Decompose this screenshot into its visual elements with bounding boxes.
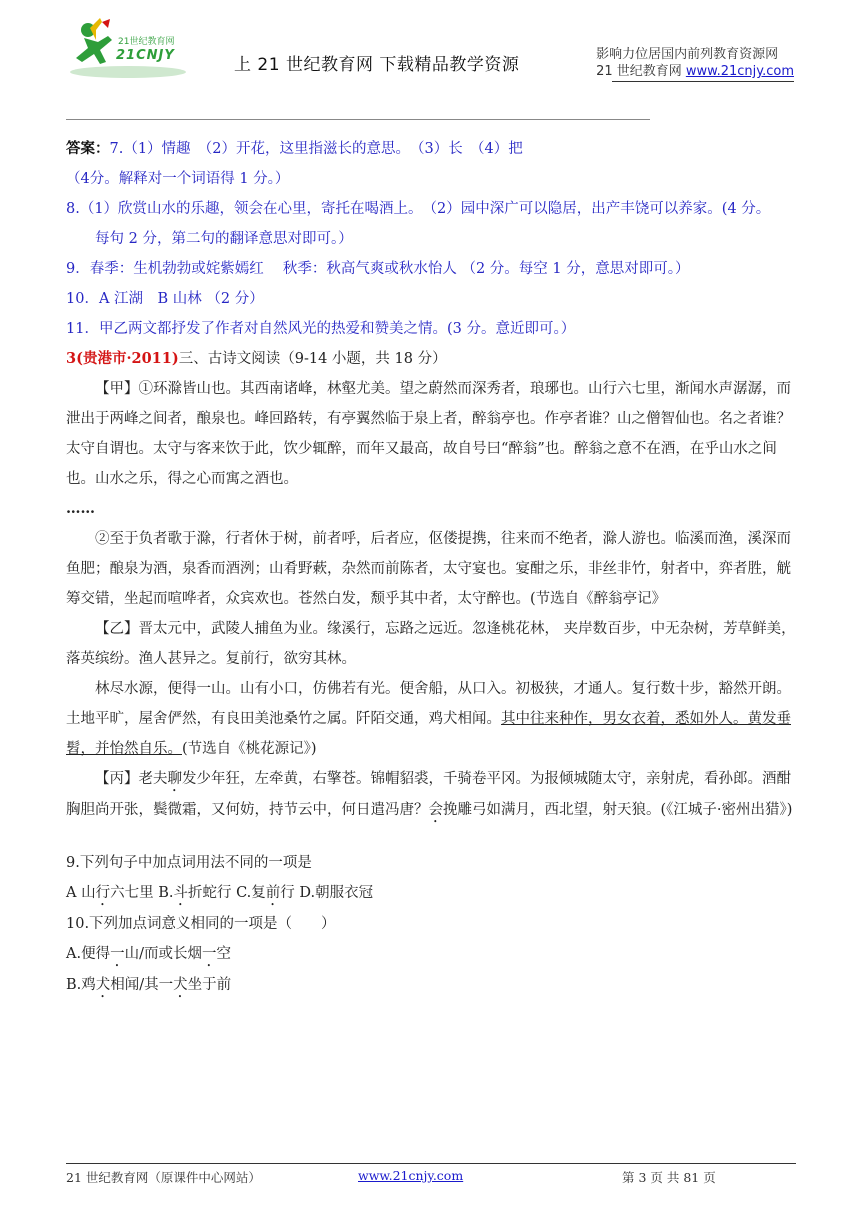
passage-yi-text-2: 林尽水源，便得一山。山有小口，仿佛若有光。便舍船，从口入。初极狭，才通人。复行数十步，豁然开朗。土地平旷，屋舍俨然，有良田美池桑竹之属。阡陌交通，鸡犬相闻。 — [66, 681, 791, 727]
q10-b-mid: 相闻/其一 — [110, 977, 174, 993]
passage-bing — [66, 764, 796, 826]
header-site-line — [596, 63, 794, 80]
answer-8-line2: 每句 2 分，第二句的翻译意思对即可。） — [95, 231, 353, 247]
q9-option-d: D.朝服衣冠 — [299, 885, 374, 901]
dotted-word: 犬 — [95, 977, 111, 993]
question-10-option-a — [66, 939, 796, 970]
q10-a-post: 空 — [216, 946, 231, 962]
spacer — [66, 826, 796, 848]
question-9-title: 9.下列句子中加点词用法不同的一项是 — [66, 855, 312, 871]
passage-bing-t1: 老夫 — [138, 771, 168, 787]
dotted-word: 犬 — [173, 977, 188, 993]
header-right — [596, 46, 794, 80]
site-logo[interactable] — [66, 16, 196, 86]
logo-text-top: 21世纪教育网 — [118, 37, 175, 47]
q9-option-b-rest: 折蛇行 — [187, 885, 237, 901]
passage-jia-text-1: ①环滁皆山也。其西南诸峰，林壑尤美。望之蔚然而深秀者，琅琊也。山行六七里，渐闻水声潺潺，而泄出于两峰之间者，酿泉也。峰回路转，有亭翼然临于泉上者，醉翁亭也。作亭者谁？山之僧智仙也。名之者谁？太守自谓也。太守与客来饮于此，饮少辄醉，而年又最高，故自号曰“醉翁”也。醉翁之意不在酒，在乎山水之间也。山水之乐，得之心而寓之酒也。 — [66, 381, 791, 487]
dotted-word: 斗 — [173, 885, 188, 901]
question-9-options — [66, 878, 796, 909]
section-heading — [66, 344, 796, 374]
passage-jia-label: 【甲】 — [95, 381, 139, 397]
q10-b-post: 坐于前 — [187, 977, 232, 993]
answer-7-note: （4分。解释对一个词语得 1 分。） — [66, 171, 290, 187]
dotted-word: 行 — [95, 885, 111, 901]
passage-yi-2 — [66, 674, 796, 764]
dotted-word: 聊 — [167, 771, 182, 787]
q9-option-a: A 山 — [66, 885, 96, 901]
passage-jia-2: ②至于负者歌于滁，行者休于树，前者呼，后者应，伛偻提携，往来而不绝者，滁人游也。临溪而渔，溪深而鱼肥；酿泉为酒，泉香而酒洌；山肴野蔌，杂然而前陈者，太守宴也。宴酣之乐，非丝非竹，射者中，弈者胜，觥筹交错，坐起而喧哗者，众宾欢也。苍然白发，颓乎其中者，太守醉也。(节选自《醉翁亭记》 — [66, 531, 791, 607]
footer-link[interactable]: www.21cnjy.com — [358, 1168, 464, 1183]
answer-8-line1: 8.（1）欣赏山水的乐趣，领会在心里，寄托在喝酒上。 （2）园中深广可以隐居，出产丰饶可以养家。(4 分。 — [66, 201, 771, 217]
question-10-title: 10.下列加点词意义相同的一项是（ ） — [66, 916, 336, 932]
answer-label: 答案： — [66, 140, 110, 157]
dotted-word: 一 — [110, 946, 125, 962]
passage-bing-t2: 发少年狂，左牵黄，右擎苍。锦帽貂裘，千骑卷平冈。为报倾城随太守，亲射虎，看孙郎。酒酣胸胆尚开张，鬓微霜，又何妨，持节云中，何日遣冯唐？ — [66, 771, 791, 818]
footer-page-number: 第 3 页 共 81 页 — [622, 1170, 716, 1185]
passage-yi-underlined: 其中往来种作，男女衣着，悉如外人。黄发垂髫，并怡然自乐。 — [66, 711, 791, 757]
q9-option-a-rest: 六七里 — [110, 885, 159, 901]
section-source: 3(贵港市·2011) — [66, 350, 179, 367]
passage-yi-label: 【乙】 — [95, 621, 139, 637]
q10-a-pre: A.便得 — [66, 946, 111, 962]
q10-a-mid: 山/而或长烟 — [124, 946, 202, 962]
passage-ellipsis: …… — [66, 500, 95, 517]
document-body — [66, 134, 796, 1001]
header-divider-right — [612, 81, 794, 82]
answer-7-text: 7.（1）情趣 （2）开花，这里指滋长的意思。 （3）长 （4）把 — [109, 141, 523, 157]
q9-option-c: C.复 — [236, 885, 266, 901]
q10-b-pre: B.鸡 — [66, 977, 96, 993]
passage-yi-text-1: 晋太元中，武陵人捕鱼为业。缘溪行，忘路之远近。忽逢桃花林， 夹岸数百步，中无杂树，芳草鲜美，落英缤纷。渔人甚异之。复前行，欲穷其林。 — [66, 621, 796, 667]
q9-option-b: B. — [158, 885, 174, 901]
header-site-name: 21 世纪教育网 — [596, 64, 686, 79]
dotted-word: 会 — [428, 802, 443, 818]
footer-site-name: 21 世纪教育网（原课件中心网站） — [66, 1170, 261, 1185]
answer-7 — [66, 134, 796, 164]
dotted-word: 一 — [201, 946, 217, 962]
header-slogan: 影响力位居国内前列教育资源网 — [596, 47, 779, 62]
answer-11: 11．甲乙两文都抒发了作者对自然风光的热爱和赞美之情。(3 分。意近即可。） — [66, 321, 576, 337]
q9-option-c-rest: 行 — [280, 885, 300, 901]
logo-text-bottom: 21CNJY — [116, 48, 175, 63]
passage-jia-1 — [66, 374, 796, 494]
passage-yi-source: (节选自《桃花源记》) — [182, 741, 317, 757]
question-10-option-b — [66, 970, 796, 1001]
page-header — [0, 0, 860, 100]
header-title: 上 21 世纪教育网 下载精品教学资源 — [234, 55, 520, 75]
passage-bing-label: 【丙】 — [95, 771, 139, 787]
dotted-word: 前 — [265, 885, 281, 901]
answer-10: 10．A 江湖 B 山林 （2 分） — [66, 291, 264, 307]
answer-9: 9．春季：生机勃勃或姹紫嫣红 秋季：秋高气爽或秋水怡人 （2 分。每空 1 分，意思对即可。） — [66, 261, 690, 277]
footer-divider — [66, 1163, 796, 1164]
header-divider — [66, 119, 650, 120]
passage-bing-t3: 挽雕弓如满月，西北望，射天狼。(《江城子·密州出猎》) — [443, 802, 793, 818]
header-site-link[interactable]: www.21cnjy.com — [685, 64, 794, 79]
passage-yi-1 — [66, 614, 796, 674]
section-title: 三、古诗文阅读（9-14 小题，共 18 分） — [178, 351, 447, 367]
